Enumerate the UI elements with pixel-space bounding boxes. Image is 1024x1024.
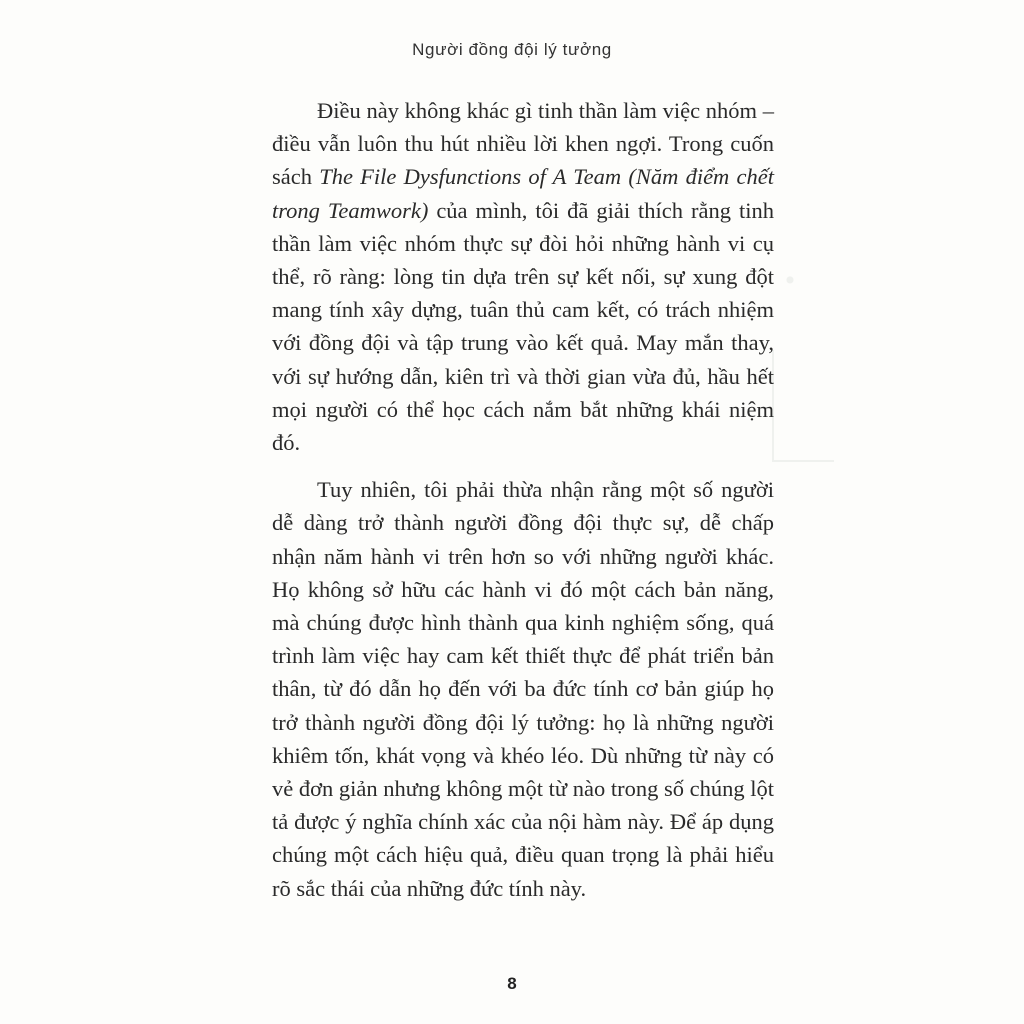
paragraph [272,94,774,459]
paragraph-text: Điều này không khác gì tinh thần làm việc nhóm – điều vẫn luôn thu hút nhiều lời khen ngợi. Trong cuốn sách [272,98,774,190]
page-number: 8 [507,974,517,993]
bleed-through-decoration: · [780,247,800,313]
body-text [272,94,774,905]
paragraph-text: của mình, tôi đã giải thích rằng tinh thần làm việc nhóm thực sự đòi hỏi những hành vi cụ thể, rõ ràng: lòng tin dựa trên sự kết nối, sự xung đột mang tính xây dựng, tuân thủ cam kết, có trách nhiệm với đồng đội và tập trung vào kết quả. May mắn thay, với sự hướng dẫn, kiên trì và thời gian vừa đủ, hầu hết mọi người có thể học cách nắm bắt những khái niệm đó. [272,197,774,456]
paragraph: Tuy nhiên, tôi phải thừa nhận rằng một số người dễ dàng trở thành người đồng đội thực sự, dễ chấp nhận năm hành vi trên hơn so với những người khác. Họ không sở hữu các hành vi đó một cách bản năng, mà chúng được hình thành qua kinh nghiệm sống, quá trình làm việc hay cam kết thiết thực để phát triển bản thân, từ đó dẫn họ đến với ba đức tính cơ bản giúp họ trở thành người đồng đội lý tưởng: họ là những người khiêm tốn, khát vọng và khéo léo. Dù những từ này có vẻ đơn giản nhưng không một từ nào trong số chúng lột tả được ý nghĩa chính xác của nội hàm này. Để áp dụng chúng một cách hiệu quả, điều quan trọng là phải hiểu rõ sắc thái của những đức tính này. [272,477,774,901]
book-title: The File Dysfunctions of A Team (Năm điểm chết trong Teamwork) [272,164,774,223]
running-header: Người đồng đội lý tưởng [412,40,612,59]
bleed-through-decoration [772,350,834,462]
